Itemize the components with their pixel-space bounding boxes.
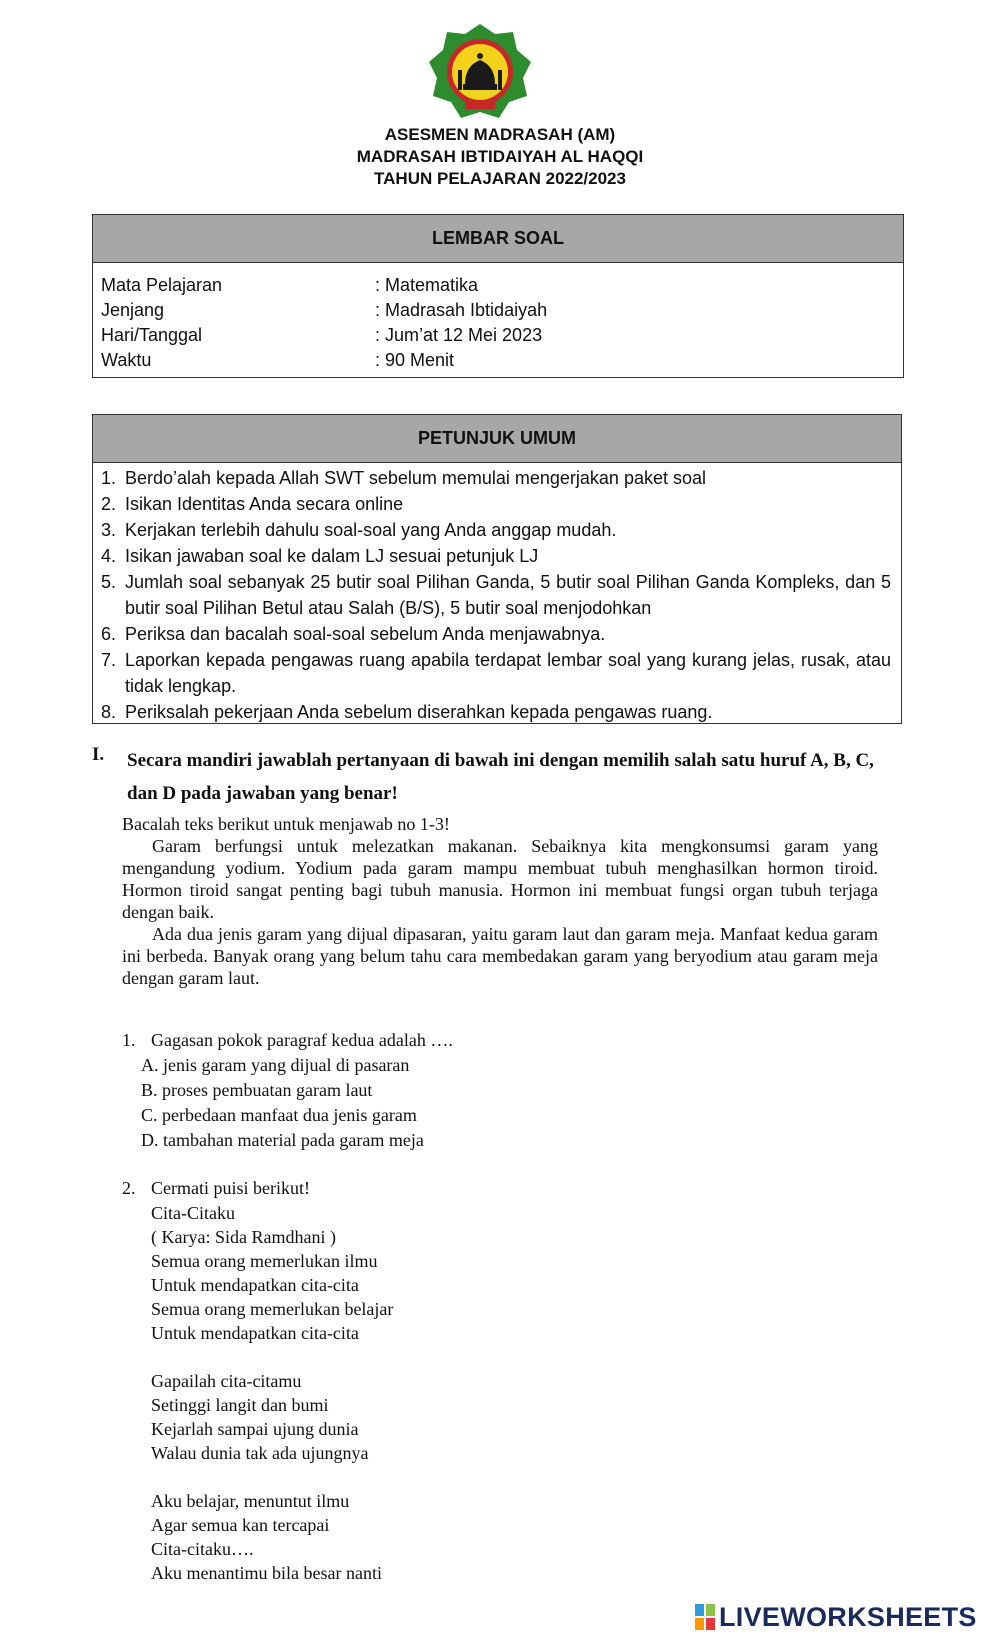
info-row-subject (93, 273, 903, 298)
poem-line: Kejarlah sampai ujung dunia (151, 1419, 359, 1439)
question-text: Gagasan pokok paragraf kedua adalah …. (151, 1030, 453, 1050)
madrasah-emblem-icon (425, 22, 535, 124)
question-1 (122, 1028, 822, 1153)
poem-line: Untuk mendapatkan cita-cita (151, 1275, 359, 1295)
item-number: 7. (101, 650, 117, 670)
item-number: 8. (101, 702, 117, 722)
list-item (101, 465, 891, 491)
option-a[interactable]: A. jenis garam yang dijual di pasaran (141, 1055, 410, 1075)
option-d[interactable]: D. tambahan material pada garam meja (141, 1130, 424, 1150)
list-item (101, 543, 891, 569)
poem-line: Semua orang memerlukan ilmu (151, 1251, 378, 1271)
exam-info-box (92, 214, 904, 378)
item-text: Isikan Identitas Anda secara online (125, 494, 404, 514)
question-2 (122, 1176, 822, 1585)
poem-title: Cita-Citaku (151, 1203, 235, 1223)
list-item (101, 569, 891, 621)
option-c[interactable]: C. perbedaan manfaat dua jenis garam (141, 1105, 417, 1125)
item-text: Periksa dan bacalah soal-soal sebelum Anda menjawabnya. (125, 624, 606, 644)
poem-line: Untuk mendapatkan cita-cita (151, 1323, 359, 1343)
question-number: 1. (122, 1030, 136, 1050)
poem-line: Setinggi langit dan bumi (151, 1395, 329, 1415)
list-item (101, 491, 891, 517)
question-number: 2. (122, 1178, 136, 1198)
item-text: Periksalah pekerjaan Anda sebelum diserahkan kepada pengawas ruang. (125, 702, 713, 722)
info-row-date (93, 323, 903, 348)
section-number: I. (92, 744, 105, 765)
poem-line: Cita-citaku…. (151, 1539, 254, 1559)
poem-line: Gapailah cita-citamu (151, 1371, 302, 1391)
passage-paragraph-2: Ada dua jenis garam yang dijual dipasaran, yaitu garam laut dan garam meja. Manfaat kedua garam ini berbeda. Banyak orang yang belum tahu cara membedakan garam yang beryodium atau garam meja dengan garam laut. (122, 924, 878, 988)
general-instructions-box (92, 414, 902, 724)
poem (151, 1201, 822, 1585)
option-b[interactable]: B. proses pembuatan garam laut (141, 1080, 373, 1100)
info-label: Waktu (101, 350, 152, 370)
exam-title: ASESMEN MADRASAH (AM) (384, 125, 616, 144)
passage-intro: Bacalah teks berikut untuk menjawab no 1-3! (122, 814, 450, 834)
item-number: 6. (101, 624, 117, 644)
item-text: Laporkan kepada pengawas ruang apabila terdapat lembar soal yang kurang jelas, rusak, atau tidak lengkap. (125, 650, 891, 696)
reading-passage (122, 813, 878, 989)
liveworksheets-watermark[interactable] (695, 1600, 977, 1634)
item-number: 1. (101, 468, 117, 488)
academic-year: TAHUN PELAJARAN 2022/2023 (374, 169, 626, 188)
poem-line: Walau dunia tak ada ujungnya (151, 1443, 369, 1463)
instructions-list (93, 463, 901, 725)
question-text: Cermati puisi berikut! (151, 1178, 310, 1198)
item-number: 2. (101, 494, 117, 514)
list-item (101, 517, 891, 543)
item-text: Jumlah soal sebanyak 25 butir soal Pilihan Ganda, 5 butir soal Pilihan Ganda Kompleks, dan 5 butir soal Pilihan Betul atau Salah (B/S), 5 butir soal menjodohkan (125, 572, 891, 618)
poem-line: Aku menantimu bila besar nanti (151, 1563, 382, 1583)
section-instruction: Secara mandiri jawablah pertanyaan di bawah ini dengan memilih salah satu huruf A, B, C, dan D pada jawaban yang benar! (127, 750, 874, 804)
info-row-level (93, 298, 903, 323)
list-item (101, 647, 891, 699)
info-label: Hari/Tanggal (101, 325, 203, 345)
info-row-time (93, 348, 903, 373)
poem-author: ( Karya: Sida Ramdhani ) (151, 1227, 336, 1247)
poem-line: Aku belajar, menuntut ilmu (151, 1491, 350, 1511)
info-value: : Madrasah Ibtidaiyah (375, 300, 548, 320)
info-value: : Jum’at 12 Mei 2023 (375, 325, 543, 345)
liveworksheets-logo-icon (695, 1604, 715, 1630)
item-text: Kerjakan terlebih dahulu soal-soal yang Anda anggap mudah. (125, 520, 617, 540)
stanza-gap (151, 1465, 822, 1489)
school-name: MADRASAH IBTIDAIYAH AL HAQQI (356, 147, 644, 166)
poem-line: Agar semua kan tercapai (151, 1515, 330, 1535)
general-instructions-title: PETUNJUK UMUM (93, 415, 901, 463)
stanza-gap (151, 1345, 822, 1369)
item-text: Berdo’alah kepada Allah SWT sebelum memulai mengerjakan paket soal (125, 468, 706, 488)
exam-info-title: LEMBAR SOAL (93, 215, 903, 263)
item-number: 5. (101, 572, 117, 592)
info-label: Jenjang (101, 300, 165, 320)
item-number: 3. (101, 520, 117, 540)
info-value: : Matematika (375, 275, 479, 295)
watermark-text: LIVEWORKSHEETS (719, 1601, 977, 1632)
item-text: Isikan jawaban soal ke dalam LJ sesuai petunjuk LJ (125, 546, 539, 566)
list-item (101, 621, 891, 647)
list-item (101, 699, 891, 725)
passage-paragraph-1: Garam berfungsi untuk melezatkan makanan. Sebaiknya kita mengkonsumsi garam yang mengandung yodium. Yodium pada garam mampu membuat tubuh menghasilkan hormon tiroid. Hormon tiroid sangat penting bagi tubuh manusia. Hormon ini membuat fungsi organ tubuh terjaga dengan baik. (122, 836, 878, 922)
item-number: 4. (101, 546, 117, 566)
info-label: Mata Pelajaran (101, 275, 223, 295)
poem-line: Semua orang memerlukan belajar (151, 1299, 394, 1319)
info-value: : 90 Menit (375, 350, 455, 370)
